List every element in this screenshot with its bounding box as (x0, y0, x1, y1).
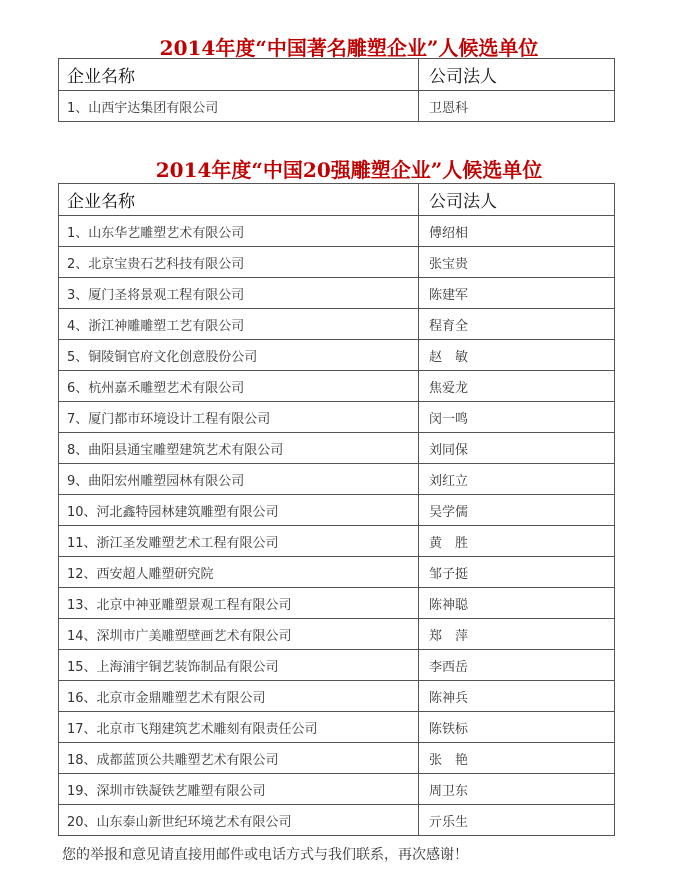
section2-title: 2014年度“中国20强雕塑企业”人候选单位 (155, 158, 543, 182)
table-row (59, 371, 615, 402)
rep-cell: 李西岳 (419, 650, 615, 681)
table-row (59, 588, 615, 619)
rep-cell: 陈建军 (419, 278, 615, 309)
company-cell: 10、河北鑫特园林建筑雕塑有限公司 (59, 495, 419, 526)
rep-cell: 邹子挺 (419, 557, 615, 588)
rep-cell: 刘红立 (419, 464, 615, 495)
table-row (59, 216, 615, 247)
footer-note: 您的举报和意见请直接用邮件或电话方式与我们联系，再次感谢！ (62, 847, 468, 863)
company-cell: 20、山东泰山新世纪环境艺术有限公司 (59, 805, 419, 836)
company-cell: 16、北京市金鼎雕塑艺术有限公司 (59, 681, 419, 712)
company-cell: 4、浙江神雕雕塑工艺有限公司 (59, 309, 419, 340)
rep-cell: 赵 敏 (419, 340, 615, 371)
table-row (59, 681, 615, 712)
company-cell: 14、深圳市广美雕塑壁画艺术有限公司 (59, 619, 419, 650)
table-row (59, 557, 615, 588)
company-cell: 7、厦门都市环境设计工程有限公司 (59, 402, 419, 433)
company-cell: 19、深圳市铁凝铁艺雕塑有限公司 (59, 774, 419, 805)
header-rep: 公司法人 (419, 184, 615, 216)
table-row (59, 743, 615, 774)
table-header (59, 59, 615, 91)
rep-cell: 陈神聪 (419, 588, 615, 619)
table-row (59, 278, 615, 309)
table-row (59, 619, 615, 650)
header-company: 企业名称 (59, 59, 419, 91)
table-row (59, 495, 615, 526)
table-row (59, 650, 615, 681)
table-row (59, 526, 615, 557)
company-cell: 11、浙江圣发雕塑艺术工程有限公司 (59, 526, 419, 557)
table-row (59, 774, 615, 805)
rep-cell: 陈神兵 (419, 681, 615, 712)
company-cell: 6、杭州嘉禾雕塑艺术有限公司 (59, 371, 419, 402)
table-row (59, 433, 615, 464)
rep-cell: 焦爱龙 (419, 371, 615, 402)
company-cell: 15、上海浦宇铜艺装饰制品有限公司 (59, 650, 419, 681)
company-cell: 1、山东华艺雕塑艺术有限公司 (59, 216, 419, 247)
company-cell: 17、北京市飞翔建筑艺术雕刻有限责任公司 (59, 712, 419, 743)
table-row (59, 464, 615, 495)
company-cell: 2、北京宝贵石艺科技有限公司 (59, 247, 419, 278)
rep-cell: 周卫东 (419, 774, 615, 805)
rep-cell: 张宝贵 (419, 247, 615, 278)
company-cell: 5、铜陵铜官府文化创意股份公司 (59, 340, 419, 371)
rep-cell: 陈铁标 (419, 712, 615, 743)
table-row (59, 340, 615, 371)
company-cell: 1、山西宇达集团有限公司 (59, 91, 419, 122)
rep-cell: 刘同保 (419, 433, 615, 464)
table-row (59, 309, 615, 340)
table-row (59, 805, 615, 836)
header-rep: 公司法人 (419, 59, 615, 91)
rep-cell: 卫恩科 (419, 91, 615, 122)
rep-cell: 程育全 (419, 309, 615, 340)
rep-cell: 张 艳 (419, 743, 615, 774)
company-cell: 18、成都蓝顶公共雕塑艺术有限公司 (59, 743, 419, 774)
table-header (59, 184, 615, 216)
rep-cell: 亓乐生 (419, 805, 615, 836)
table-row (59, 712, 615, 743)
table-row (59, 247, 615, 278)
rep-cell: 黄 胜 (419, 526, 615, 557)
section1-title: 2014年度“中国著名雕塑企业”人候选单位 (159, 36, 539, 60)
rep-cell: 郑 萍 (419, 619, 615, 650)
company-cell: 9、曲阳宏州雕塑园林有限公司 (59, 464, 419, 495)
table-top20-enterprises (58, 183, 615, 836)
table-famous-enterprises (58, 58, 615, 122)
company-cell: 13、北京中神亚雕塑景观工程有限公司 (59, 588, 419, 619)
table-row (59, 402, 615, 433)
company-cell: 3、厦门圣将景观工程有限公司 (59, 278, 419, 309)
company-cell: 12、西安超人雕塑研究院 (59, 557, 419, 588)
rep-cell: 傅绍相 (419, 216, 615, 247)
rep-cell: 闵一鸣 (419, 402, 615, 433)
table-row (59, 91, 615, 122)
company-cell: 8、曲阳县通宝雕塑建筑艺术有限公司 (59, 433, 419, 464)
rep-cell: 吴学儒 (419, 495, 615, 526)
header-company: 企业名称 (59, 184, 419, 216)
